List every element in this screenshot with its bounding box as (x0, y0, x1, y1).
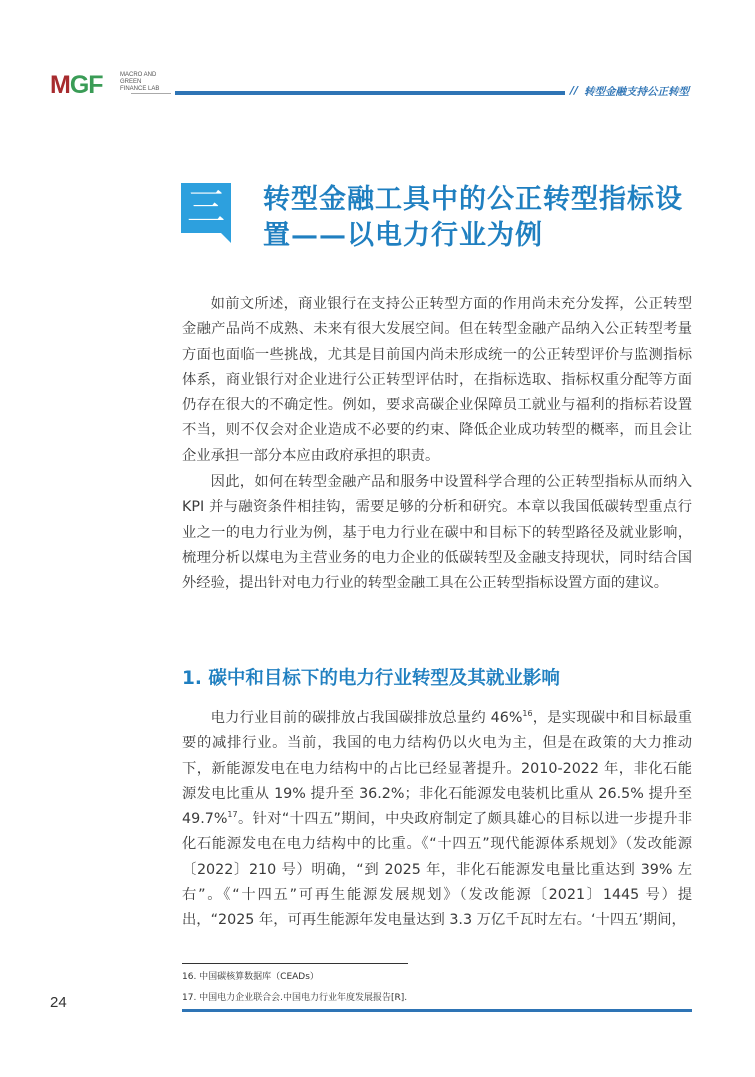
running-header-title: 转型金融支持公正转型 (584, 86, 689, 98)
paragraph-text: ，是实现碳中和目标最重要的减排行业。当前，我国的电力结构仍以火电为主，但是在政策的大力推动下，新能源发电在电力结构中的占比已经显著提升。2010-2022 年，非化石能源发电比重从 19% 提升至 36.2%；非化石能源发电装机比重从 26.5% 提升至 49.7% (182, 710, 692, 828)
header-slash: // (570, 84, 579, 97)
chapter-box-tail (221, 233, 231, 243)
footnote-divider (182, 963, 408, 964)
logo-text (120, 72, 180, 93)
chapter-title: 转型金融工具中的公正转型指标设置——以电力行业为例 (263, 184, 683, 251)
footnote: 17. 中国电力企业联合会.中国电力行业年度发展报告[R]. (182, 993, 408, 1003)
body-paragraph: 如前文所述，商业银行在支持公正转型方面的作用尚未充分发挥，公正转型金融产品尚不成熟、未来有很大发展空间。但在转型金融产品纳入公正转型考量方面也面临一些挑战，尤其是目前国内尚未形成统一的公正转型评价与监测指标体系，商业银行对企业进行公正转型评估时，在指标选取、指标权重分配等方面仍存在很大的不确定性。例如，要求高碳企业保障员工就业与福利的指标若设置不当，则不仅会对企业造成不必要的约束、降低企业成功转型的概率，而且会让企业承担一部分本应由政府承担的职责。 (182, 296, 692, 464)
footer-bar (182, 1009, 692, 1012)
footnote-ref[interactable]: 16 (522, 709, 533, 719)
chapter-number-box (181, 183, 231, 233)
body-paragraph (182, 706, 692, 934)
logo-text-line: MACRO AND (120, 72, 157, 78)
logo-mark (50, 72, 103, 98)
header-divider-blue (175, 91, 565, 95)
section-heading: 1. 碳中和目标下的电力行业转型及其就业影响 (182, 668, 560, 689)
body-paragraph: 因此，如何在转型金融产品和服务中设置科学合理的公正转型指标从而纳入 KPI 并与融资条件相挂钩，需要足够的分析和研究。本章以我国低碳转型重点行业之一的电力行业为例，基于电力行业在碳中和目标下的转型路径及就业影响，梳理分析以煤电为主营业务的电力企业的低碳转型及金融支持现状，同时结合国外经验，提出针对电力行业的转型金融工具在公正转型指标设置方面的建议。 (182, 474, 692, 592)
chapter-number: 三 (186, 185, 225, 229)
logo-letter-f: F (88, 71, 103, 99)
footnote: 16. 中国碳核算数据库（CEADs） (182, 972, 319, 982)
logo-text-line: FINANCE LAB (120, 86, 160, 92)
footnote-ref[interactable]: 17 (227, 810, 238, 820)
paragraph-text: 电力行业目前的碳排放占我国碳排放总量约 46% (210, 710, 523, 726)
paragraph-text: 。针对“十四五”期间，中央政府制定了颇具雄心的目标以进一步提升非化石能源发电在电力结构中的比重。《“十四五”现代能源体系规划》（发改能源〔2022〕210 号）明确，“到 2025 年，非化石能源发电量比重达到 39% 左右”。《“十四五”可再生能源发展规划》（发改能源〔2021〕1445 号）提出，“2025 年，可再生能源年发电量达到 3.3 万亿千瓦时左右。‘十四五’期间， (182, 811, 692, 929)
logo-letter-m: M (50, 71, 70, 99)
header-divider-gray (131, 93, 171, 94)
logo-text-line: GREEN (120, 79, 142, 85)
logo-letter-g: G (69, 71, 89, 99)
page-number: 24 (50, 994, 67, 1011)
